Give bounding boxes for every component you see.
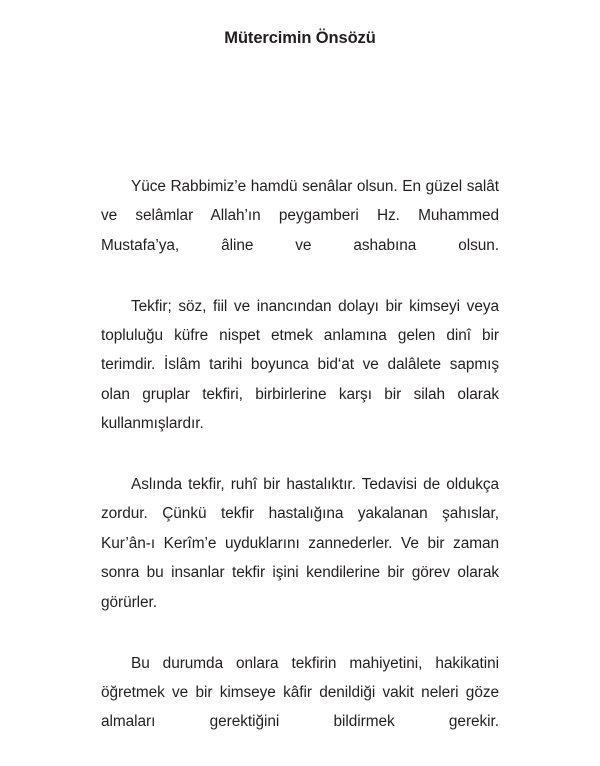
body-paragraph: Yüce Rabbimiz’e hamdü senâlar olsun. En güzel salât ve selâmlar Allah’ın peygamberi Hz. Muhammed Mustafa’ya, âline ve ashabına olsun. — [101, 172, 499, 290]
body-paragraph: Bu durumda onlara tekfirin mahiyetini, hakikatini öğretmek ve bir kimseye kâfir denildiği vakit neleri göze almaları gerektiğini bildirmek gerekir. — [101, 649, 499, 766]
body-paragraph: Tekfir; söz, fiil ve inancından dolayı bir kimseyi veya topluluğu küfre nispet etmek anlamına gelen dinî bir terimdir. İslâm tarihi boyunca bid‘at ve dalâlete sapmış olan gruplar tekfiri, birbirlerine karşı bir silah olarak kullanmışlardır. — [101, 292, 499, 468]
document-body — [101, 172, 499, 766]
body-paragraph: Aslında tekfir, ruhî bir hastalıktır. Tedavisi de oldukça zordur. Çünkü tekfir hastalığına yakalanan şahıslar, Kur’ân-ı Kerîm’e uyduklarını zannederler. Ve bir zaman sonra bu insanlar tekfir işini kendilerine bir görev olarak görürler. — [101, 470, 499, 646]
page-title: Mütercimin Önsözü — [0, 29, 600, 49]
